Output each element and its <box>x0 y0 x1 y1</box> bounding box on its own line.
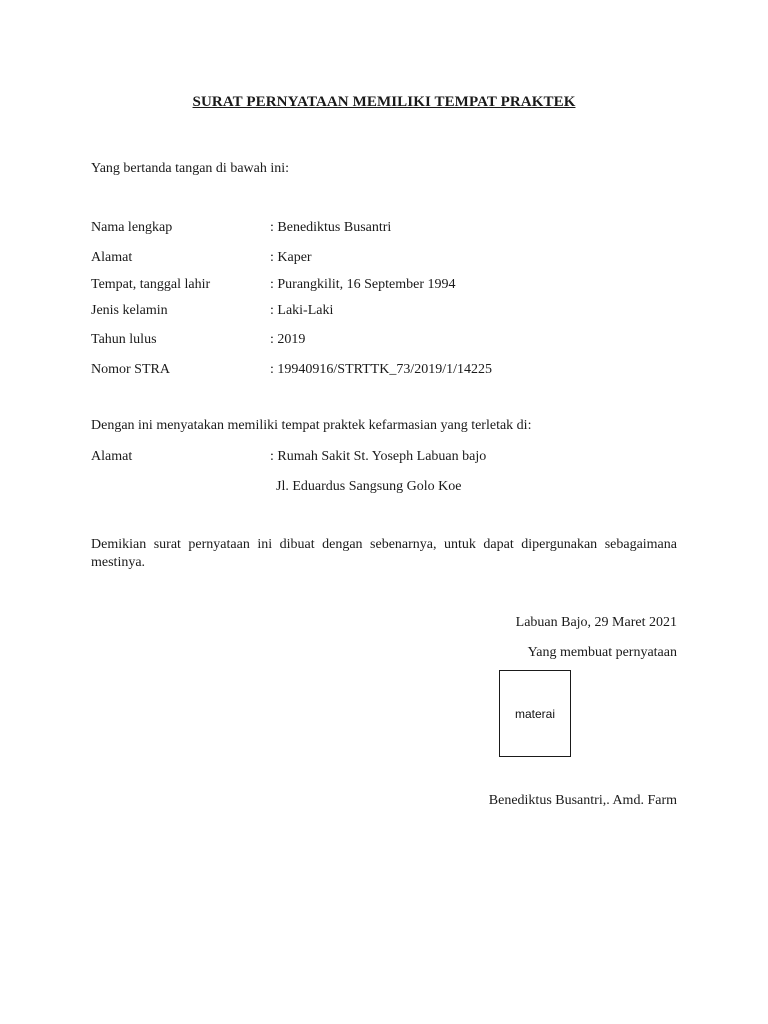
field-label-address: Alamat <box>91 250 133 265</box>
practice-address-label: Alamat <box>91 449 133 464</box>
signer-caption: Yang membuat pernyataan <box>527 645 677 660</box>
field-label-stra-number: Nomor STRA <box>91 362 170 377</box>
field-label-birth: Tempat, tanggal lahir <box>91 277 211 292</box>
field-label-gender: Jenis kelamin <box>91 303 168 318</box>
field-value-graduation-year: : 2019 <box>270 332 306 347</box>
place-date: Labuan Bajo, 29 Maret 2021 <box>515 615 677 630</box>
statement-text: Dengan ini menyatakan memiliki tempat praktek kefarmasian yang terletak di: <box>91 418 532 433</box>
stamp-box <box>499 670 571 757</box>
stamp-label: materai <box>514 706 555 721</box>
signer-name: Benediktus Busantri,. Amd. Farm <box>488 793 677 808</box>
document-title: SURAT PERNYATAAN MEMILIKI TEMPAT PRAKTEK <box>192 94 576 110</box>
practice-address-line1: : Rumah Sakit St. Yoseph Labuan bajo <box>270 449 487 464</box>
closing-paragraph: Demikian surat pernyataan ini dibuat dengan sebenarnya, untuk dapat dipergunakan sebagaimana mestinya. <box>91 537 677 570</box>
practice-address-line2: Jl. Eduardus Sangsung Golo Koe <box>276 479 462 494</box>
field-label-graduation-year: Tahun lulus <box>91 332 157 347</box>
field-label-name: Nama lengkap <box>91 220 173 235</box>
field-value-stra-number: : 19940916/STRTTK_73/2019/1/14225 <box>270 362 492 377</box>
field-value-name: : Benediktus Busantri <box>270 220 392 235</box>
field-value-birth: : Purangkilit, 16 September 1994 <box>270 277 456 292</box>
intro-text: Yang bertanda tangan di bawah ini: <box>91 161 290 176</box>
field-value-gender: : Laki-Laki <box>270 303 334 318</box>
field-value-address: : Kaper <box>270 250 312 265</box>
